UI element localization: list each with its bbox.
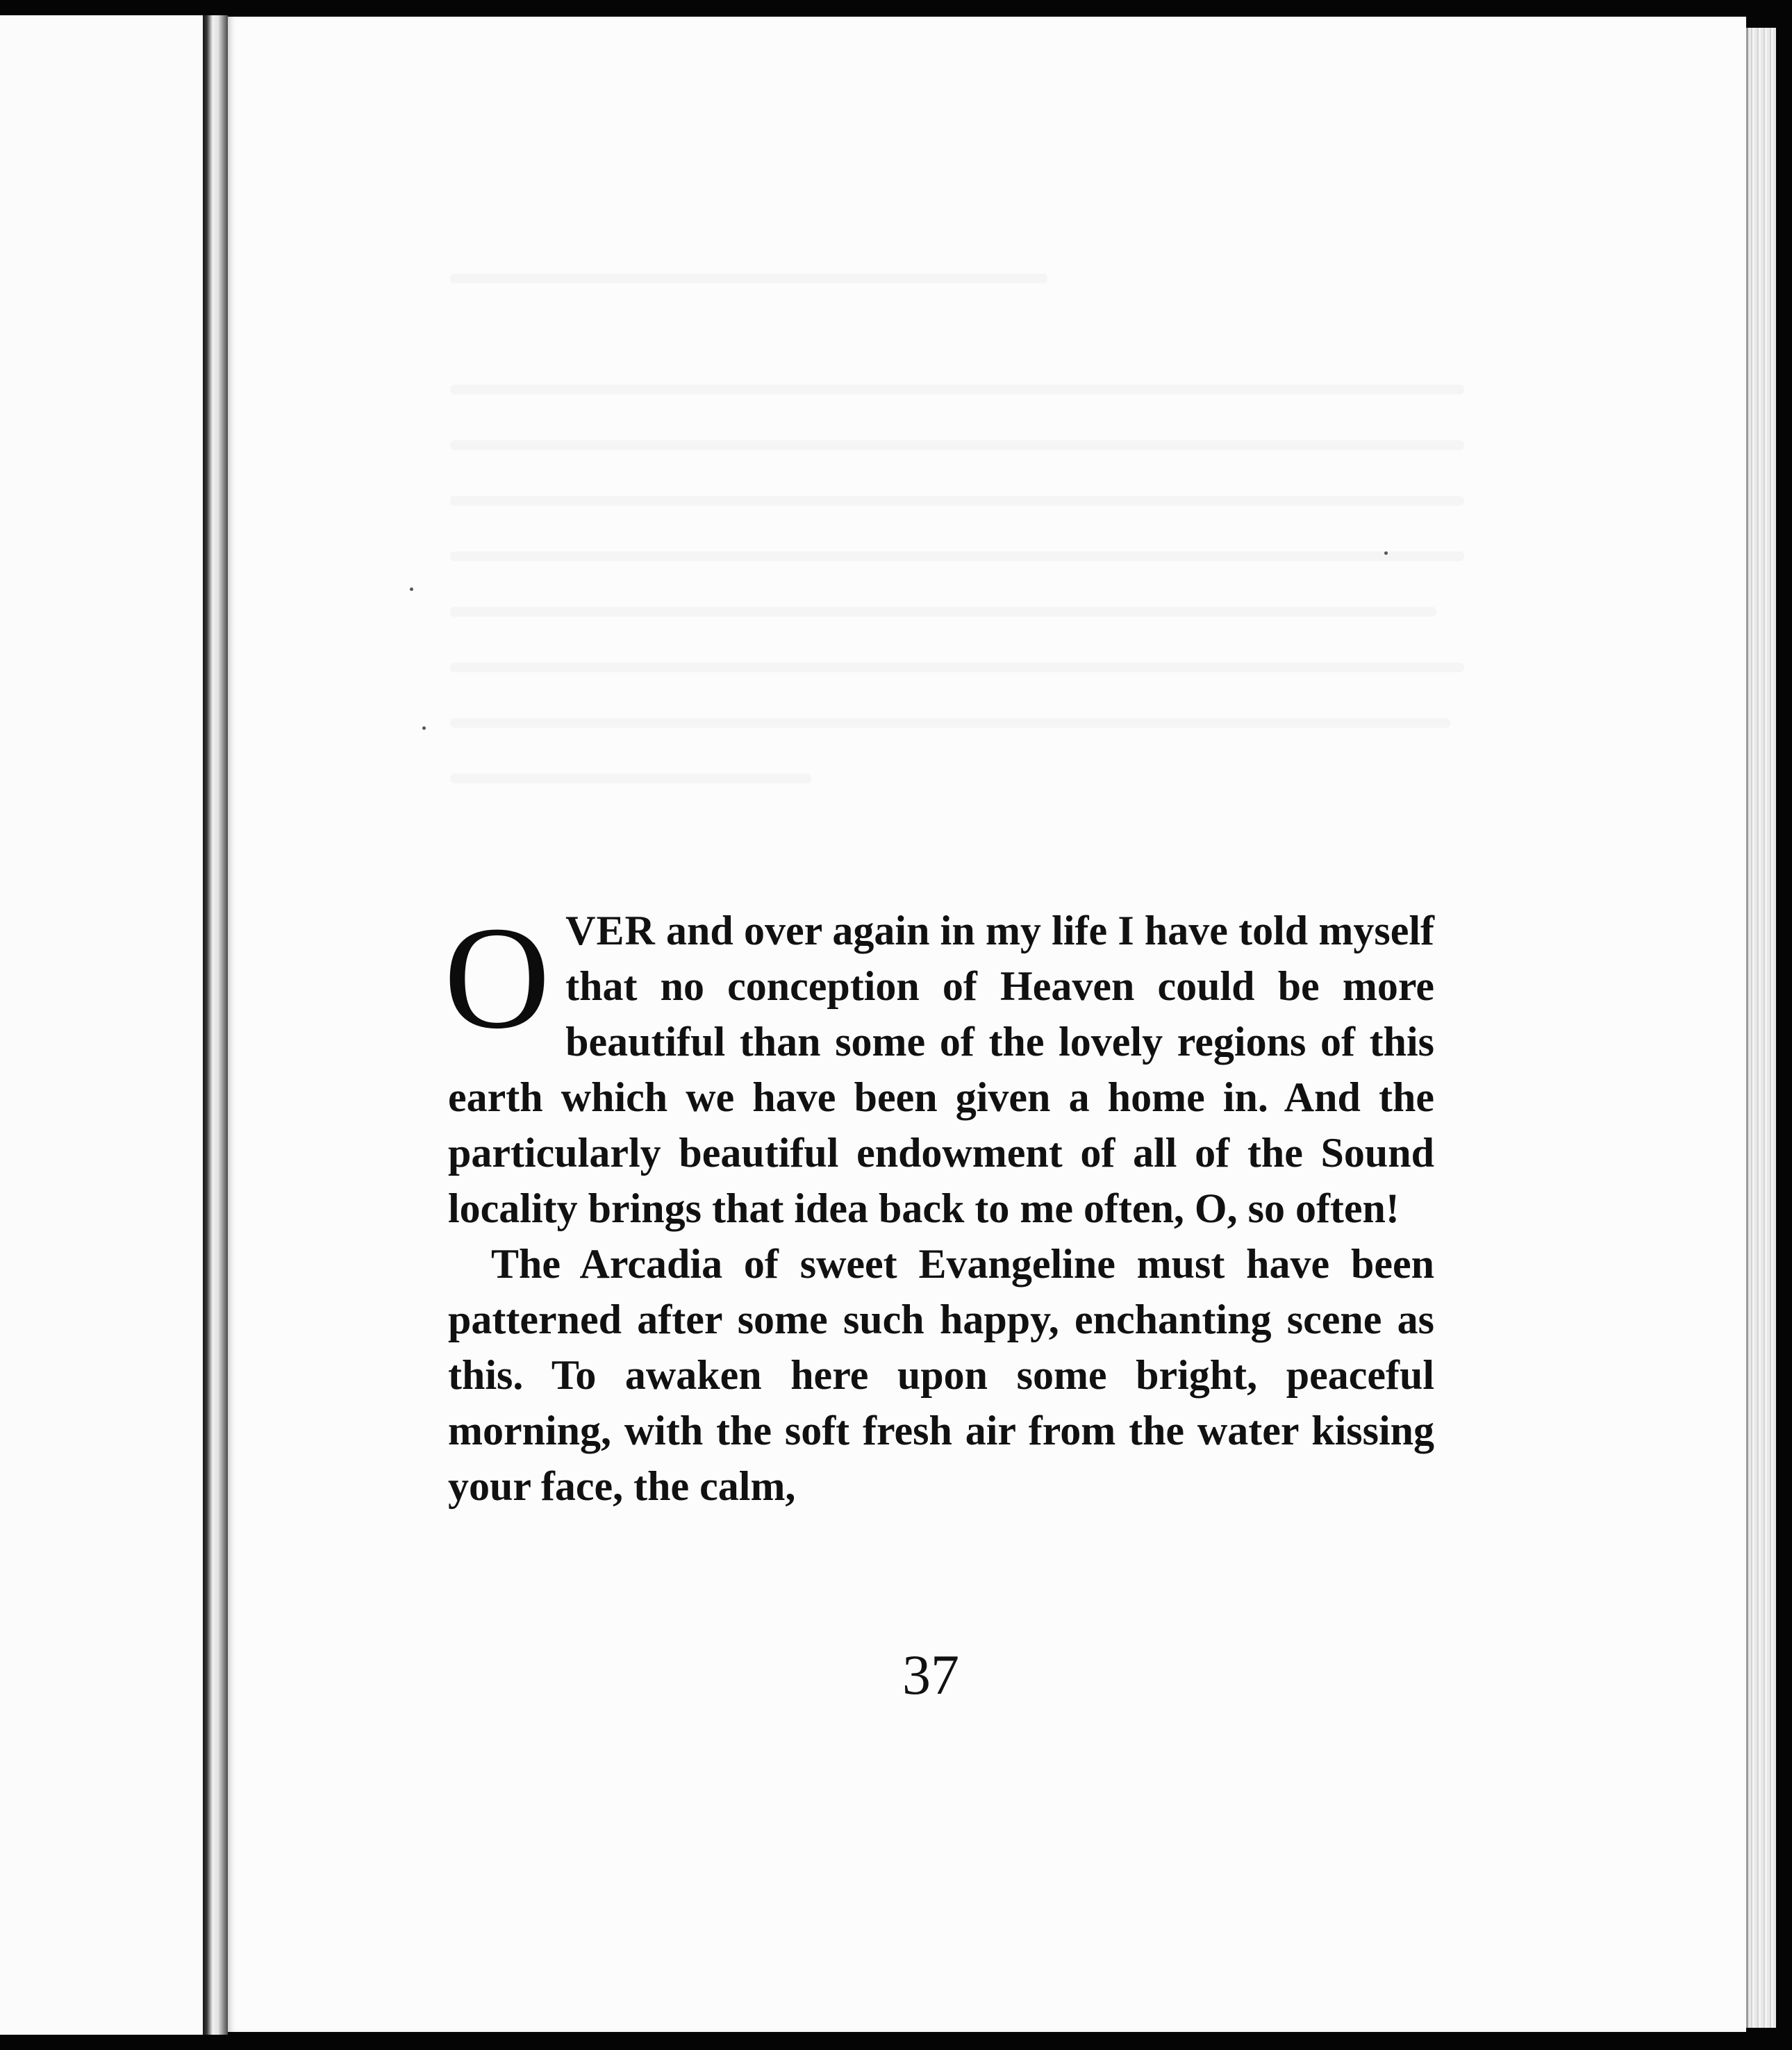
paragraph-1 (444, 896, 1434, 1236)
paragraph-2: The Arcadia of sweet Evangeline must have been patterned after some such happy, enchanting scene as this. To awaken here upon some bright, peaceful morning, with the soft fresh air from the water kissing your face, the calm, (448, 1241, 1434, 1509)
paragraph-1-text: and over again in my life I have told myself that no conception of Heaven could be more beautiful than some of the lovely regions of this earth which we have been given a home in. And the particularly beautiful endowment of all of the Sound locality brings that idea back to me often, O, so often! (448, 908, 1434, 1231)
binding-gutter (203, 15, 228, 2035)
show-through-line (450, 718, 1450, 728)
body-text (444, 896, 1434, 1514)
left-blank-page (0, 15, 203, 2035)
paragraph-1-lead: VER (565, 908, 656, 953)
show-through-line (450, 496, 1464, 506)
show-through-line (450, 385, 1464, 394)
show-through-line (450, 440, 1464, 450)
show-through-line (450, 774, 811, 783)
paper-speck (422, 726, 426, 730)
paper-speck (410, 588, 413, 591)
show-through-line (450, 662, 1464, 672)
show-through-line (450, 551, 1464, 561)
page-edges (1746, 28, 1776, 2028)
show-through-line (450, 274, 1047, 283)
paper-speck (1384, 551, 1388, 555)
drop-cap: O (444, 896, 551, 1059)
show-through-line (450, 607, 1436, 617)
page-number: 37 (902, 1643, 959, 1706)
